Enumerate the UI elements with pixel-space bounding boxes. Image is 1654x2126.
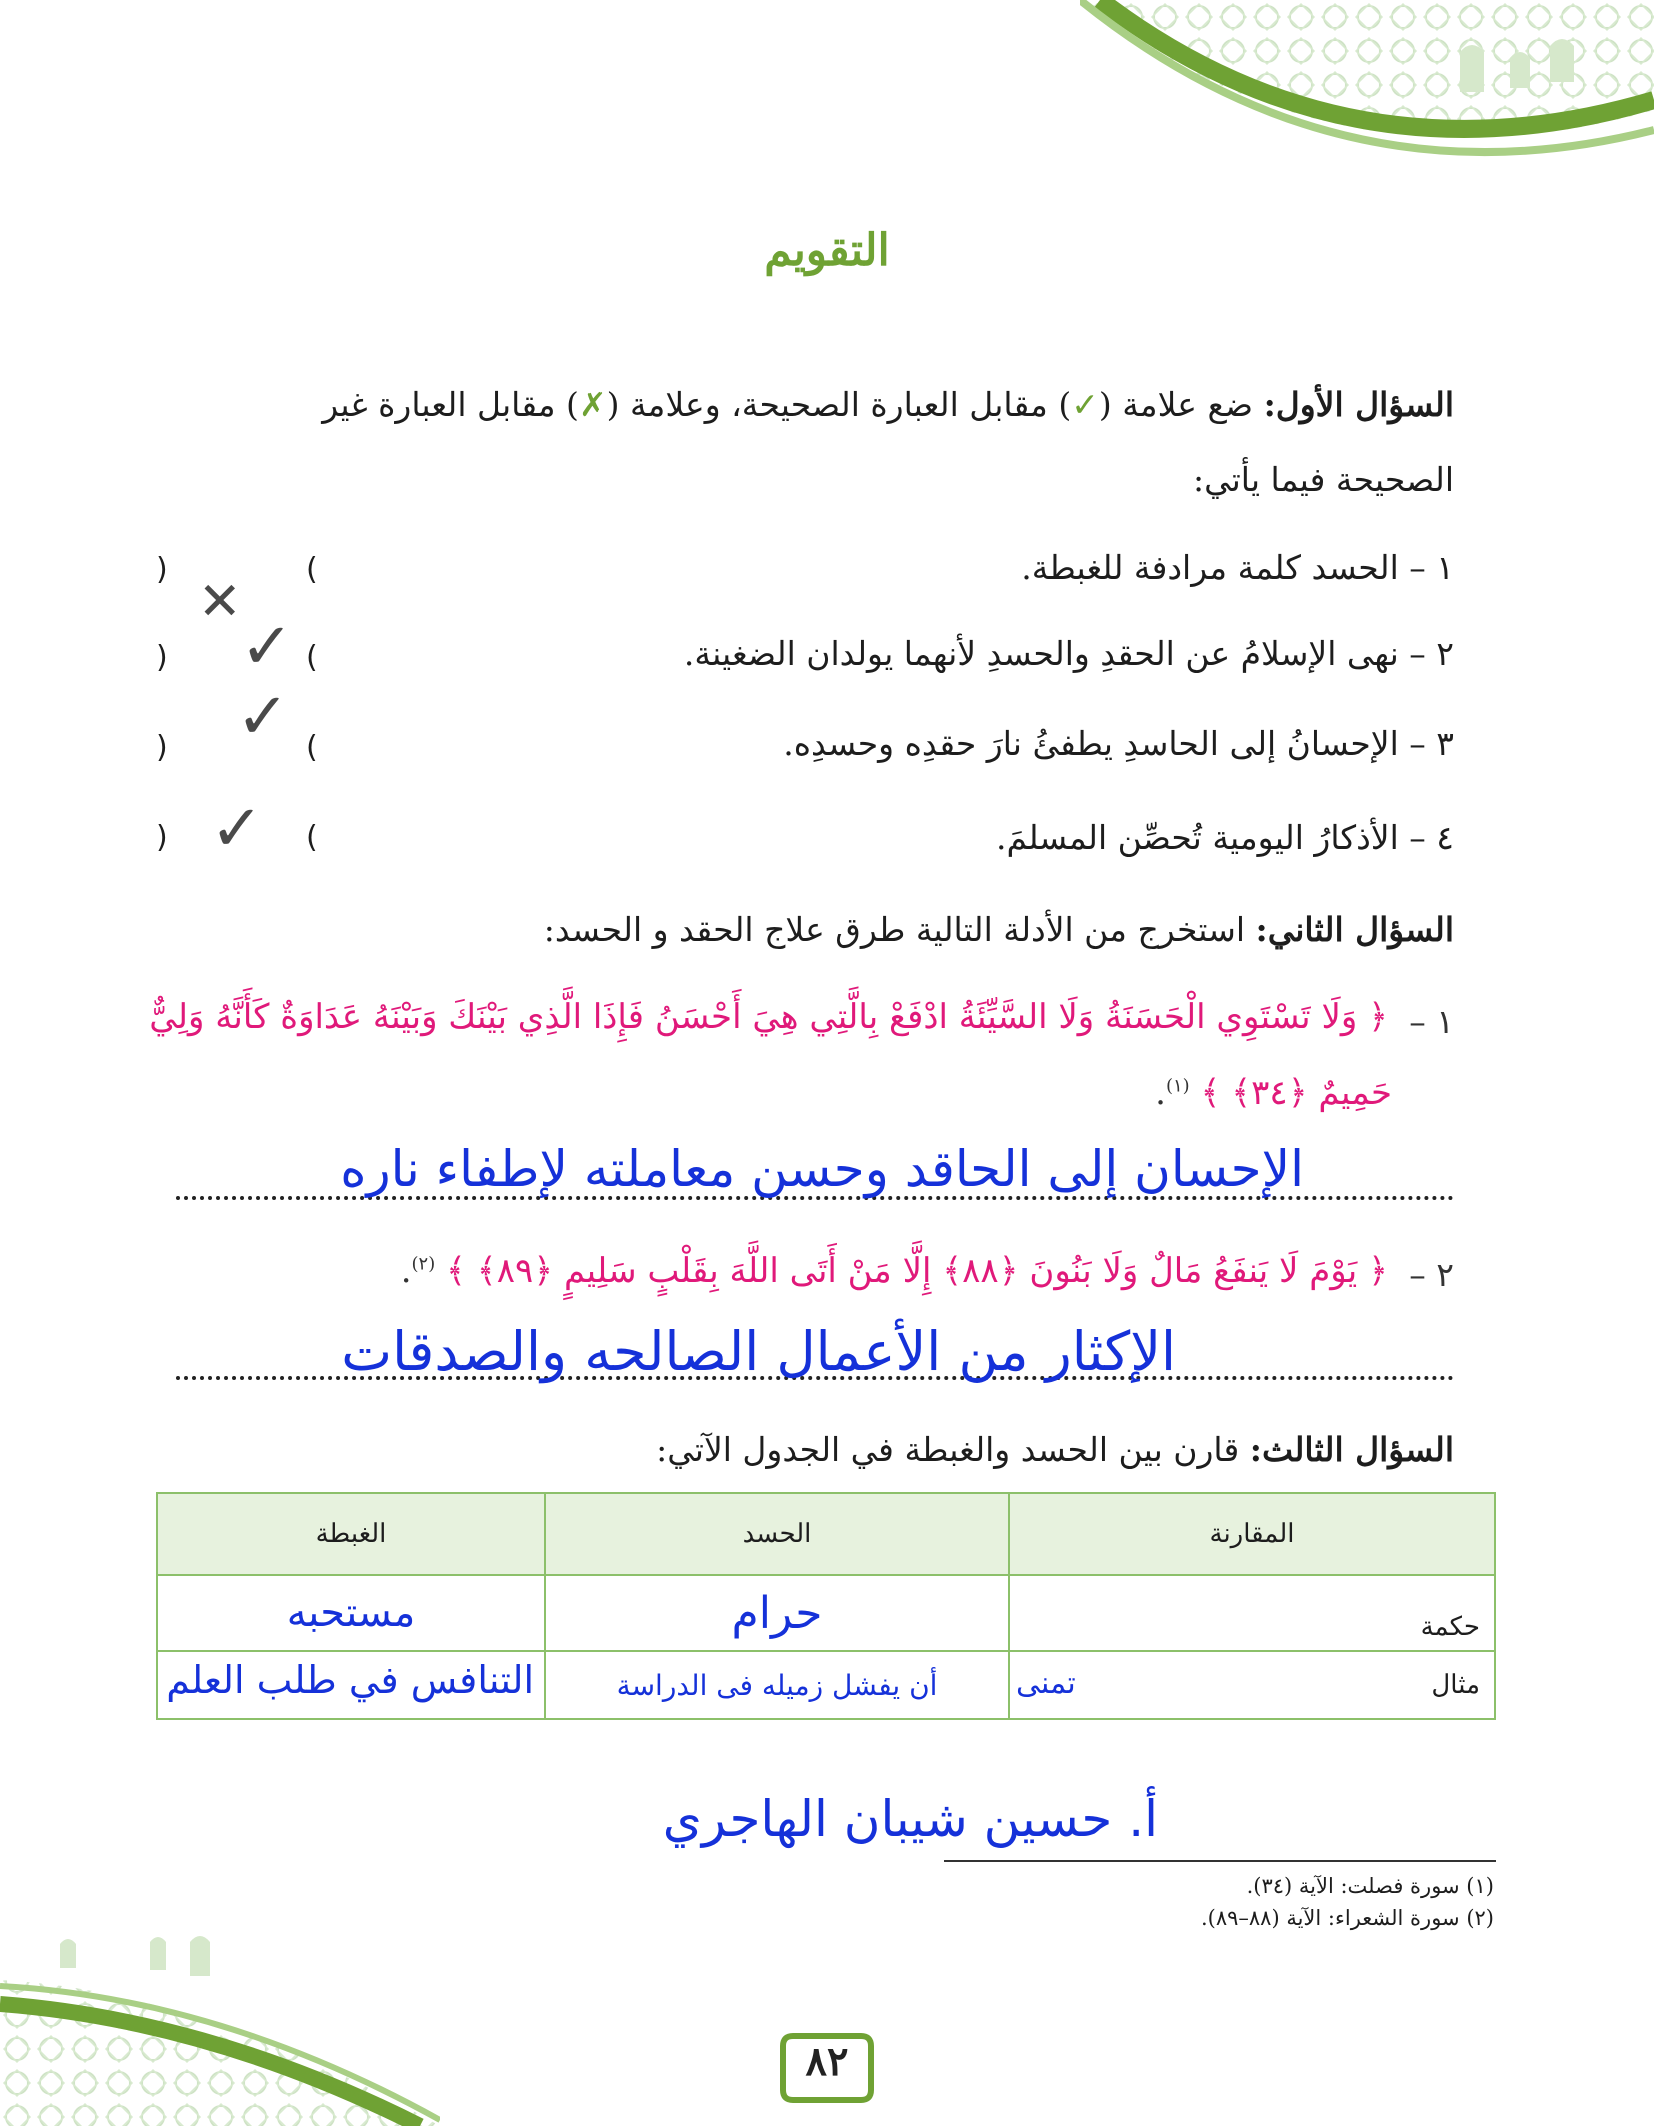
cross-symbol-icon: ✗ — [578, 385, 607, 424]
handwritten-ghibta-ruling: مستحبه — [286, 1590, 416, 1636]
q1-text-middle: ) مقابل العبارة الصحيحة، وعلامة ( — [606, 385, 1072, 424]
cell-hasad-example[interactable] — [545, 1651, 1009, 1719]
q2-label: السؤال الثاني: — [1255, 910, 1454, 949]
answer-open-paren-4: ( — [306, 820, 318, 855]
q1-item-1: ١ – الحسد كلمة مرادفة للغبطة. — [1021, 548, 1454, 587]
teacher-signature: أ. حسين شيبان الهاجري — [662, 1790, 1158, 1848]
comparison-table — [156, 1492, 1496, 1720]
table-header-comparison: المقارنة — [1009, 1493, 1495, 1575]
footnote-divider — [944, 1860, 1496, 1862]
answer-open-paren-3: ( — [306, 730, 318, 765]
table-row — [157, 1575, 1495, 1651]
q2-verse-2-end: . — [400, 1251, 412, 1291]
footnote-2: (٢) سورة الشعراء: الآية (٨٨–٨٩). — [1200, 1906, 1494, 1930]
q2-verse-1-text: حَمِيمٌ ﴿٣٤﴾ ﴾ — [1200, 1073, 1392, 1113]
answer-close-paren-1: ) — [156, 552, 168, 587]
top-decoration — [1080, 0, 1654, 160]
q1-item-3: ٣ – الإحسانُ إلى الحاسدِ يطفئُ نارَ حقدِه وحسدِه. — [783, 724, 1454, 763]
q1-text-after: ) مقابل العبارة غير — [322, 385, 579, 424]
footnote-1: (١) سورة فصلت: الآية (٣٤). — [1246, 1874, 1494, 1898]
bottom-decoration — [0, 1930, 440, 2126]
handwritten-hasad-example: أن يفشل زميله فى الدراسة — [616, 1668, 938, 1702]
q2-item-2-number: ٢ – — [1409, 1255, 1454, 1294]
check-mark-icon[interactable]: ✓ — [240, 610, 294, 684]
check-mark-icon[interactable]: ✓ — [210, 792, 264, 866]
answer-close-paren-4: ) — [156, 820, 168, 855]
handwritten-ghibta-example: التنافس في طلب العلم — [166, 1658, 534, 1702]
q2-instruction — [544, 910, 1454, 949]
cell-hasad-ruling[interactable] — [545, 1575, 1009, 1651]
footnote-ref-1: (١) — [1165, 1075, 1190, 1097]
table-header-ghibta: الغبطة — [157, 1493, 545, 1575]
cross-mark-icon[interactable]: ✕ — [198, 572, 242, 632]
row-label-ruling: حكمة — [1009, 1575, 1495, 1651]
answer-open-paren-2: ( — [306, 640, 318, 675]
q1-label: السؤال الأول: — [1263, 385, 1454, 424]
cell-ghibta-example[interactable] — [157, 1651, 545, 1719]
q2-verse-1-line1: ﴿ وَلَا تَسْتَوِي الْحَسَنَةُ وَلَا السَّيِّئَةُ ادْفَعْ بِالَّتِي هِيَ أَحْسَنُ فَإِذَا الَّذِي بَيْنَكَ وَبَيْنَهُ عَدَاوَةٌ كَأَنَّهُ وَلِيٌّ — [149, 997, 1388, 1037]
page-number-badge — [779, 2028, 875, 2108]
q1-text-before: ضع علامة ( — [1098, 385, 1264, 424]
q2-text: استخرج من الأدلة التالية طرق علاج الحقد و الحسد: — [543, 910, 1256, 949]
handwritten-hasad-example-prefix: تمنى — [1016, 1666, 1076, 1701]
row-label-example-text: مثال — [1431, 1670, 1480, 1700]
q3-text: قارن بين الحسد والغبطة في الجدول الآتي: — [656, 1430, 1250, 1469]
check-mark-icon[interactable]: ✓ — [236, 680, 290, 754]
q1-item-2: ٢ – نهى الإسلامُ عن الحقدِ والحسدِ لأنهما يولدان الضغينة. — [683, 634, 1454, 673]
table-row — [157, 1651, 1495, 1719]
q1-item-4: ٤ – الأذكارُ اليومية تُحصِّن المسلمَ. — [996, 818, 1454, 857]
q2-item-1-number: ١ – — [1409, 1002, 1454, 1041]
answer-open-paren-1: ( — [306, 552, 318, 587]
page-title: التقويم — [764, 225, 890, 277]
answer-close-paren-3: ) — [156, 730, 168, 765]
answer-close-paren-2: ) — [156, 640, 168, 675]
q1-instruction — [322, 385, 1454, 424]
footnote-ref-2: (٢) — [411, 1253, 436, 1275]
q3-label: السؤال الثالث: — [1249, 1430, 1454, 1469]
handwritten-answer-2[interactable]: الإكثار من الأعمال الصالحه والصدقات — [341, 1320, 1176, 1383]
check-symbol-icon: ✓ — [1071, 385, 1099, 424]
table-header-row — [157, 1493, 1495, 1575]
cell-ghibta-ruling[interactable] — [157, 1575, 545, 1651]
q1-instruction-line2: الصحيحة فيما يأتي: — [1193, 460, 1454, 499]
q3-instruction — [656, 1430, 1454, 1469]
page-number: ٨٢ — [805, 2038, 849, 2085]
table-header-hasad: الحسد — [545, 1493, 1009, 1575]
q2-verse-1-end: . — [1155, 1073, 1166, 1113]
handwritten-hasad-ruling: حرام — [731, 1587, 823, 1639]
q2-verse-1-line2 — [1155, 1072, 1392, 1113]
q2-verse-2 — [401, 1250, 1388, 1291]
row-label-example — [1009, 1651, 1495, 1719]
handwritten-answer-1[interactable]: الإحسان إلى الحاقد وحسن معاملته لإطفاء ناره — [340, 1140, 1304, 1198]
q2-verse-2-text: ﴿ يَوْمَ لَا يَنفَعُ مَالٌ وَلَا بَنُونَ ﴿٨٨﴾ إِلَّا مَنْ أَتَى اللَّهَ بِقَلْبٍ سَلِيمٍ ﴿٨٩﴾ ﴾ — [446, 1251, 1388, 1291]
